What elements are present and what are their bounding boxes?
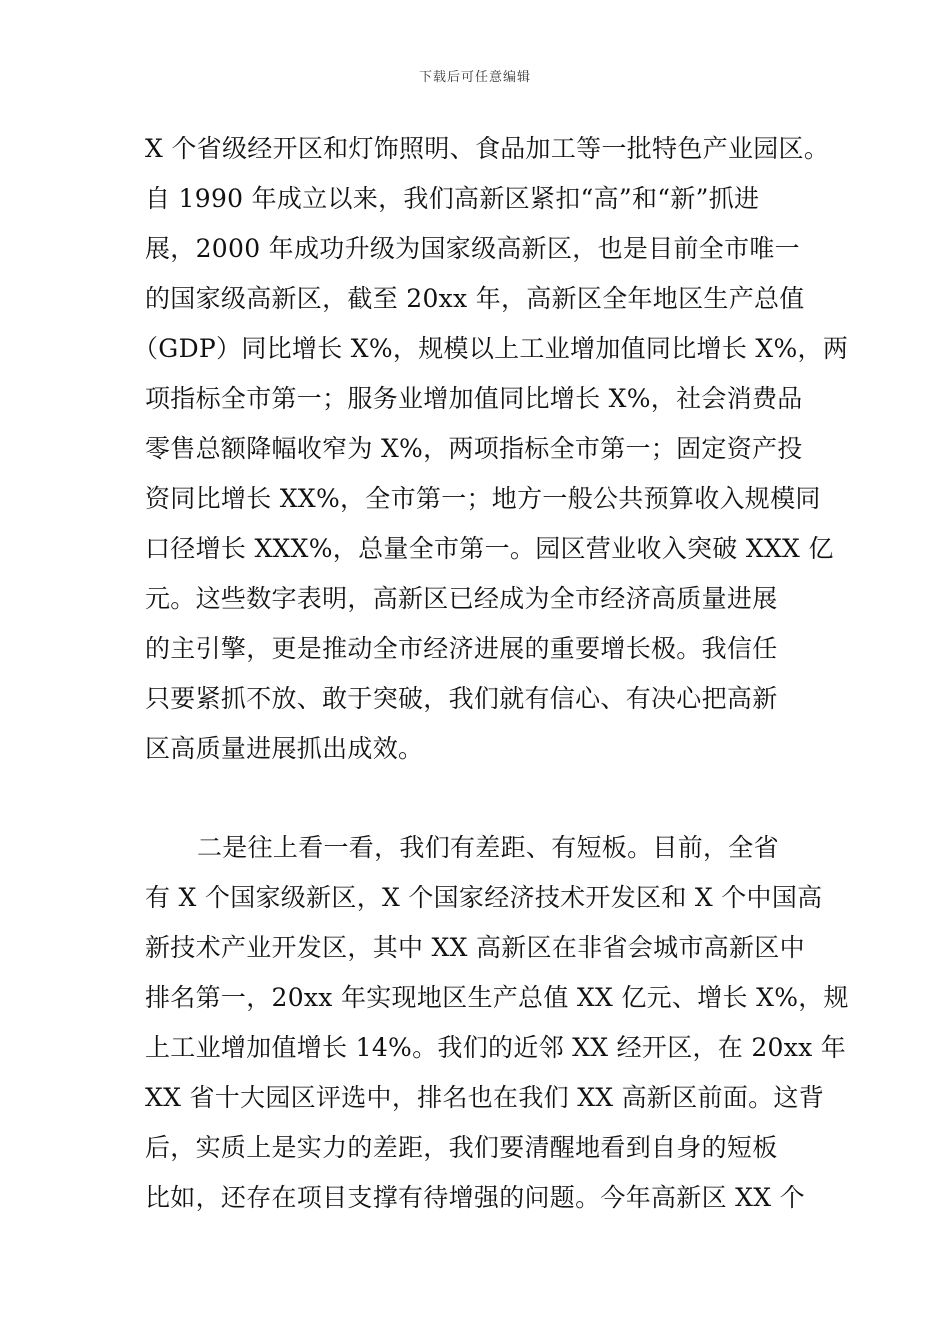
text-line: 口径增长 XXX%，总量全市第一。园区营业收入突破 XXX 亿 <box>145 534 834 563</box>
text-line: XX 省十大园区评选中，排名也在我们 XX 高新区前面。这背 <box>145 1083 825 1112</box>
text-line: 后，实质上是实力的差距，我们要清醒地看到自身的短板 <box>145 1133 778 1162</box>
text-line: 的国家级高新区，截至 20xx 年，高新区全年地区生产总值 <box>145 284 805 313</box>
text-line: （GDP）同比增长 X%，规模以上工业增加值同比增长 X%，两 <box>133 334 849 363</box>
text-line: 展，2000 年成功升级为国家级高新区，也是目前全市唯一 <box>145 234 800 263</box>
text-line: 资同比增长 XX%，全市第一；地方一般公共预算收入规模同 <box>145 484 821 513</box>
text-line: 二是往上看一看，我们有差距、有短板。目前，全省 <box>197 833 779 862</box>
text-line: 有 X 个国家级新区，X 个国家经济技术开发区和 X 个中国高 <box>145 883 823 912</box>
text-line: 区高质量进展抓出成效。 <box>145 734 424 763</box>
text-line: X 个省级经开区和灯饰照明、食品加工等一批特色产业园区。 <box>145 134 830 163</box>
text-line: 项指标全市第一；服务业增加值同比增长 X%，社会消费品 <box>145 384 803 413</box>
text-line: 零售总额降幅收窄为 X%，两项指标全市第一；固定资产投 <box>145 434 803 463</box>
page-header-note: 下载后可任意编辑 <box>418 70 531 85</box>
text-line: 的主引擎，更是推动全市经济进展的重要增长极。我信任 <box>145 634 778 663</box>
text-line: 比如，还存在项目支撑有待增强的问题。今年高新区 XX 个 <box>145 1183 805 1212</box>
text-line: 元。这些数字表明，高新区已经成为全市经济高质量进展 <box>145 584 778 613</box>
text-line: 只要紧抓不放、敢于突破，我们就有信心、有决心把高新 <box>145 684 778 713</box>
text-line: 自 1990 年成立以来，我们高新区紧扣“高”和“新”抓进 <box>145 184 760 213</box>
text-line: 上工业增加值增长 14%。我们的近邻 XX 经开区，在 20xx 年 <box>145 1033 847 1062</box>
text-line: 新技术产业开发区，其中 XX 高新区在非省会城市高新区中 <box>145 933 805 962</box>
text-line: 排名第一，20xx 年实现地区生产总值 XX 亿元、增长 X%，规 <box>145 983 849 1012</box>
